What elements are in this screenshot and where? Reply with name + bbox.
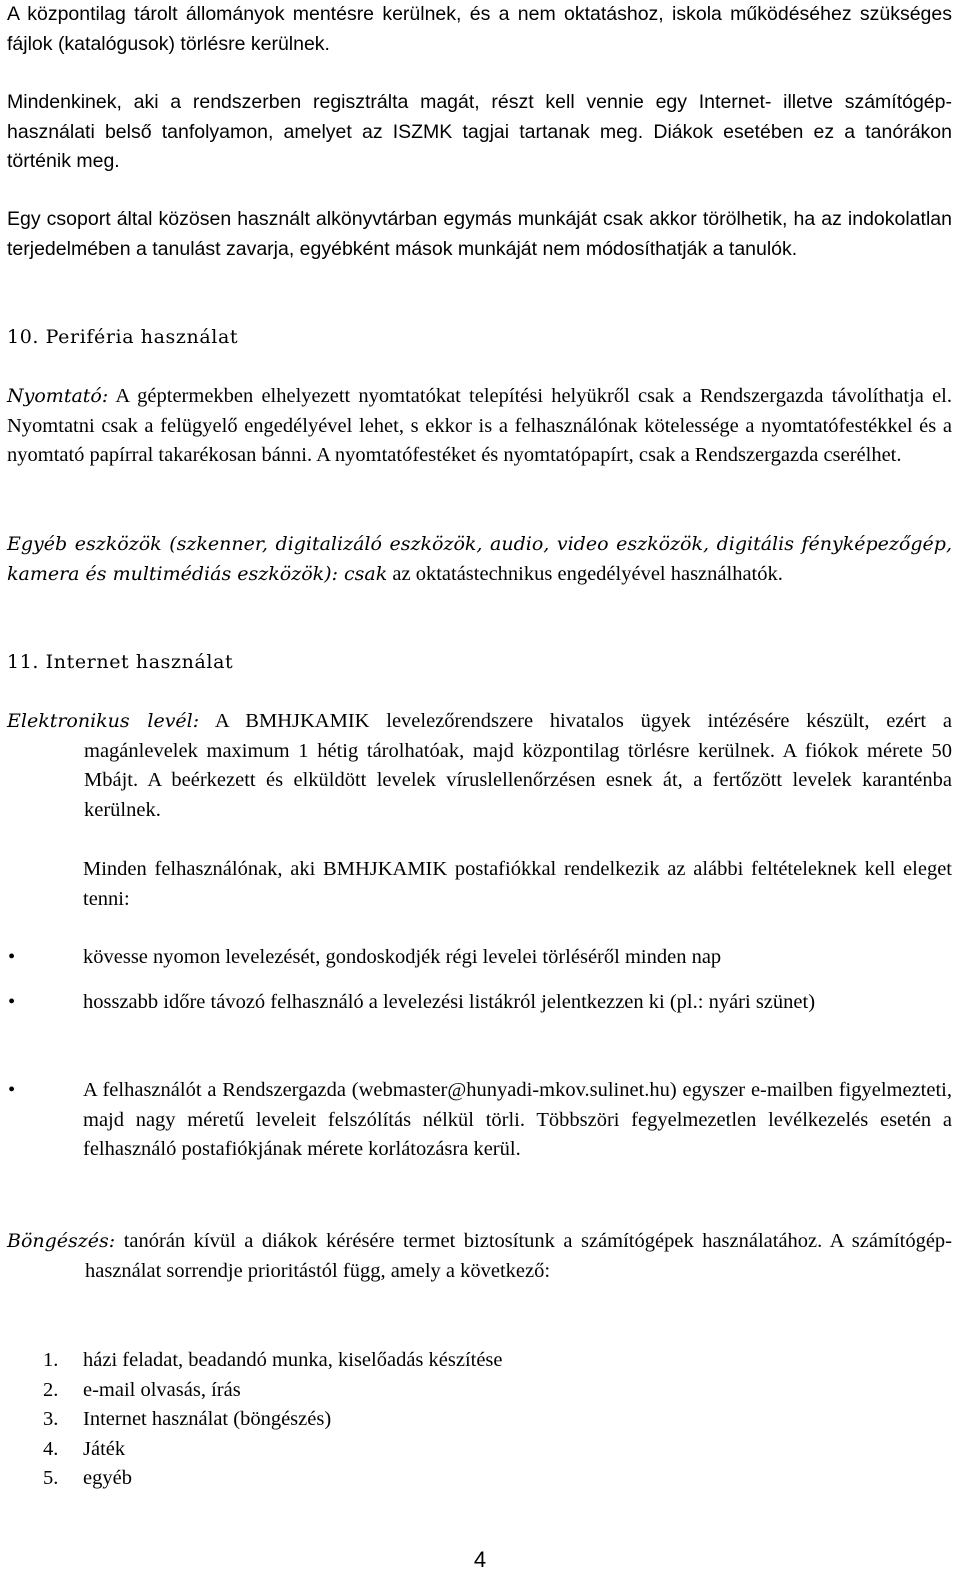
bullet-icon: •	[8, 946, 16, 968]
email-text: A BMHJKAMIK levelezőrendszere hivatalos ügyek intézésére készült, ezért a magánlevelek maximum 1 hétig tárolhatóak, majd központilag törlésre kerülnek. A fiókok mérete 50 Mbájt. A beérkezett és elküldött levelek víruslellenőrzésen esnek át, a fertőzött levelek karanténba kerülnek.	[84, 710, 952, 821]
paragraph-email-conditions: Minden felhasználónak, aki BMHJKAMIK postafiókkal rendelkezik az alábbi feltételeknek kell eleget tenni:	[83, 858, 952, 910]
printer-text: A géptermekben elhelyezett nyomtatókat telepítési helyükről csak a Rendszergazda távolíthatja el. Nyomtatni csak a felügyelő engedélyével lehet, s ekkor is a felhasználónak kötelessége a nyomtatófestékkel és a nyomtató papírral takarékosan bánni. A nyomtatófestéket és nyomtatópapírt, csak a Rendszergazda cserélhet.	[7, 385, 952, 466]
list-item-text: A felhasználót a Rendszergazda (webmaster@hunyadi-mkov.sulinet.hu) egyszer e-mailben figyelmezteti, majd nagy méretű leveleit felszólítás nélkül törli. Többszöri fegyelmezetlen levélkezelés esetén a felhasználó postafiókjának mérete korlátozásra kerül.	[83, 1079, 952, 1160]
list-item	[7, 988, 952, 1018]
list-item	[7, 943, 952, 973]
other-devices-label: Egyéb eszközök (szkenner, digitalizáló eszközök, audio, video eszközök, digitális fényképezőgép, kamera és multimédiás eszközök): csak	[7, 533, 952, 585]
list-item-text: hosszabb időre távozó felhasználó a levelezési listákról jelentkezzen ki (pl.: nyári szünet)	[83, 991, 816, 1013]
browsing-label: Böngészés:	[7, 1230, 116, 1252]
paragraph-printer	[7, 382, 952, 471]
list-item: 4. Játék	[43, 1437, 126, 1460]
heading-internet: 11. Internet használat	[7, 651, 234, 673]
paragraph-browsing	[7, 1227, 952, 1286]
heading-periphery: 10. Periféria használat	[7, 326, 239, 348]
printer-label: Nyomtató:	[7, 385, 109, 407]
other-devices-text: az oktatástechnikus engedélyével használhatók.	[392, 562, 783, 585]
priority-list	[7, 1346, 952, 1494]
paragraph-training	[7, 88, 952, 177]
list-item-text: kövesse nyomon levelezését, gondoskodjék régi levelei törléséről minden nap	[83, 946, 722, 968]
list-item	[7, 1076, 952, 1165]
email-label: Elektronikus levél:	[7, 710, 200, 732]
paragraph-other-devices	[7, 530, 952, 589]
paragraph-storage: A központilag tárolt állományok mentésre kerülnek, és a nem oktatáshoz, iskola működéséhez szükséges fájlok (katalógusok) törlésre kerülnek.	[7, 3, 952, 55]
list-item: 1. házi feladat, beadandó munka, kiselőadás készítése	[43, 1349, 503, 1371]
bullet-icon: •	[8, 1079, 16, 1101]
paragraph-library: Egy csoport által közösen használt alkönyvtárban egymás munkáját csak akkor törölhetik, ha az indokolatlan terjedelmében a tanulást zavarja, egyébként mások munkáját nem módosíthatják a tanulók.	[7, 208, 952, 260]
training-students-text: Diákok esetében ez a tanórákon történik meg.	[7, 120, 952, 172]
page-number: 4	[473, 1547, 487, 1572]
training-text: Mindenkinek, aki a rendszerben regisztrálta magát, részt kell vennie egy Internet- illetve számítógép-használati belső tanfolyamon, amelyet az ISZMK tagjai tartanak meg.	[7, 91, 952, 143]
bullet-icon: •	[8, 991, 16, 1013]
list-item: 2. e-mail olvasás, írás	[43, 1378, 241, 1401]
list-item: 3. Internet használat (böngészés)	[43, 1408, 332, 1430]
browsing-text: tanórán kívül a diákok kérésére termet biztosítunk a számítógépek használatához. A számítógép-használat sorrendje prioritástól függ, amely a következő:	[85, 1230, 952, 1282]
paragraph-email	[7, 707, 952, 825]
list-item: 5. egyéb	[43, 1467, 132, 1489]
